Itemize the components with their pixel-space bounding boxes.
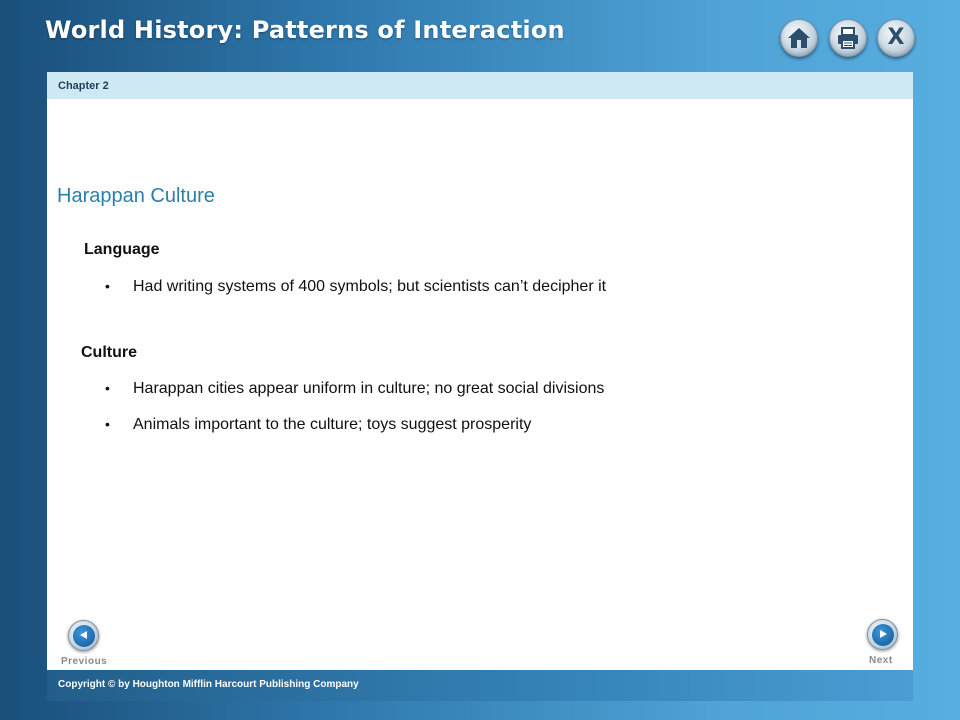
- triangle-right-icon: [878, 626, 888, 644]
- chapter-bar: [47, 72, 913, 99]
- bullet-text: Had writing systems of 400 symbols; but scientists can’t decipher it: [133, 278, 607, 295]
- list-item: [105, 416, 531, 434]
- bullet-icon: •: [105, 278, 110, 294]
- chapter-label: Chapter 2: [58, 80, 109, 92]
- previous-label[interactable]: Previous: [61, 656, 108, 667]
- list-item: [105, 278, 606, 296]
- print-button[interactable]: [829, 19, 867, 57]
- next-button[interactable]: [867, 619, 898, 650]
- print-icon: [836, 27, 860, 49]
- section-heading-language: Language: [84, 241, 160, 258]
- bullet-icon: •: [105, 416, 110, 432]
- next-label[interactable]: Next: [869, 655, 893, 666]
- slide-content: [47, 99, 913, 670]
- close-button[interactable]: [877, 19, 915, 57]
- section-heading-culture: Culture: [81, 344, 137, 361]
- bullet-icon: •: [105, 380, 110, 396]
- home-button[interactable]: [780, 19, 818, 57]
- bullet-text: Animals important to the culture; toys suggest prosperity: [133, 416, 532, 433]
- slide-title: Harappan Culture: [57, 185, 215, 207]
- list-item: [105, 380, 604, 398]
- triangle-left-icon: [79, 627, 89, 645]
- bullet-text: Harappan cities appear uniform in culture; no great social divisions: [133, 380, 605, 397]
- app-title: World History: Patterns of Interaction: [45, 16, 565, 44]
- footer-bar: [47, 670, 913, 701]
- copyright-text: Copyright © by Houghton Mifflin Harcourt Publishing Company: [58, 679, 359, 690]
- previous-button[interactable]: [68, 620, 99, 651]
- close-icon: X: [887, 25, 905, 50]
- home-icon: [787, 27, 811, 49]
